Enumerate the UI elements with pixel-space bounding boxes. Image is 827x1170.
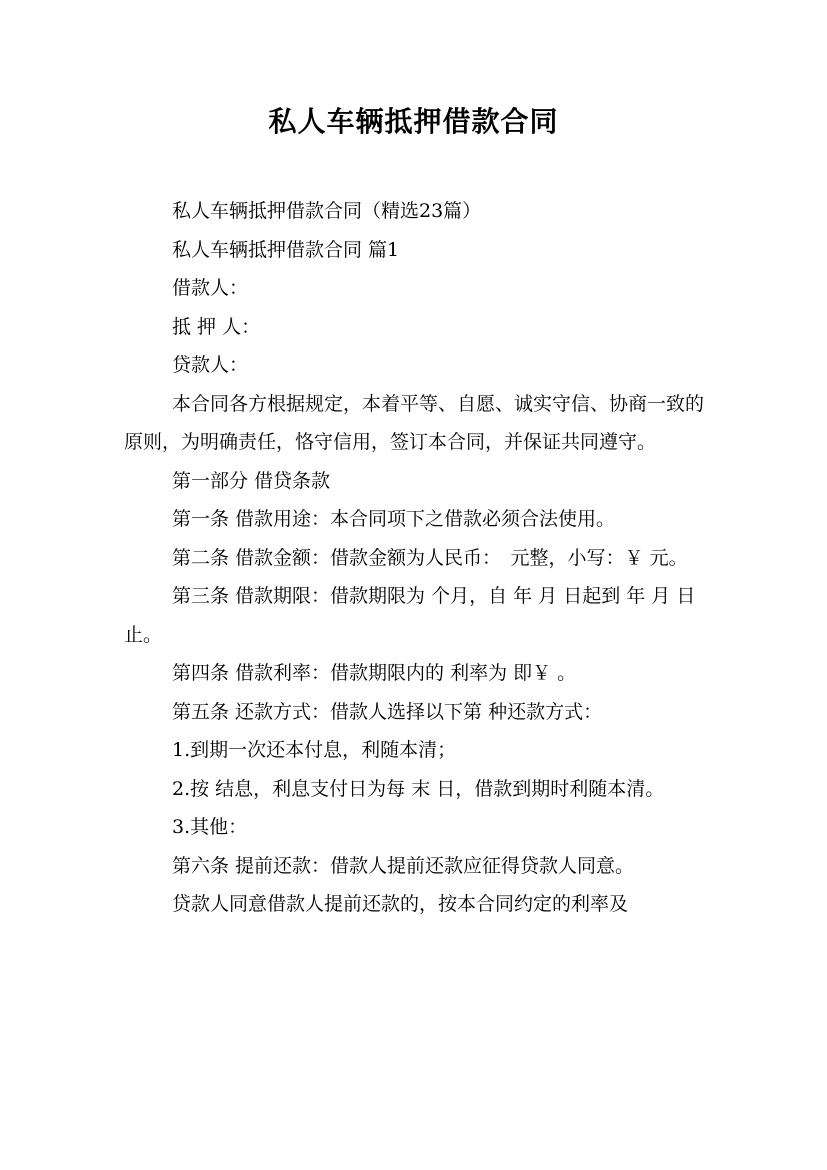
document-title: 私人车辆抵押借款合同 <box>268 105 559 138</box>
paragraph-article-6: 第六条 提前还款：借款人提前还款应征得贷款人同意。 <box>172 854 635 877</box>
paragraph-repayment-option-3: 3.其他： <box>172 816 248 838</box>
paragraph-mortgagor: 抵 押 人： <box>172 315 261 338</box>
document-body <box>124 192 706 924</box>
paragraph-article-6-continued: 贷款人同意借款人提前还款的，按本合同约定的利率及 <box>172 893 629 915</box>
paragraph-part-one-heading: 第一部分 借贷条款 <box>172 469 331 492</box>
paragraph-section-heading: 私人车辆抵押借款合同 篇1 <box>172 238 400 261</box>
paragraph-article-1: 第一条 借款用途：本合同项下之借款必须合法使用。 <box>172 508 616 530</box>
paragraph-borrower: 借款人： <box>172 277 249 299</box>
paragraph-preamble: 本合同各方根据规定，本着平等、自愿、诚实守信、协商一致的原则，为明确责任，恪守信用，签订本合同，并保证共同遵守。 <box>124 392 705 453</box>
paragraph-lender: 贷款人： <box>172 354 249 376</box>
paragraph-article-3: 第三条 借款期限：借款期限为 个月，自 年 月 日起到 年 月 日止。 <box>124 585 696 646</box>
paragraph-repayment-option-1: 1.到期一次还本付息，利随本清； <box>172 739 457 761</box>
paragraph-article-5: 第五条 还款方式：借款人选择以下第 种还款方式： <box>172 700 603 723</box>
paragraph-article-2: 第二条 借款金额：借款金额为人民币： 元整，小写：￥ 元。 <box>172 546 688 569</box>
paragraph-repayment-option-2: 2.按 结息，利息支付日为每 末 日，借款到期时利随本清。 <box>172 777 665 800</box>
paragraph-subtitle: 私人车辆抵押借款合同（精选23篇） <box>172 200 482 222</box>
paragraph-article-4: 第四条 借款利率：借款期限内的 利率为 即￥ 。 <box>172 662 577 684</box>
